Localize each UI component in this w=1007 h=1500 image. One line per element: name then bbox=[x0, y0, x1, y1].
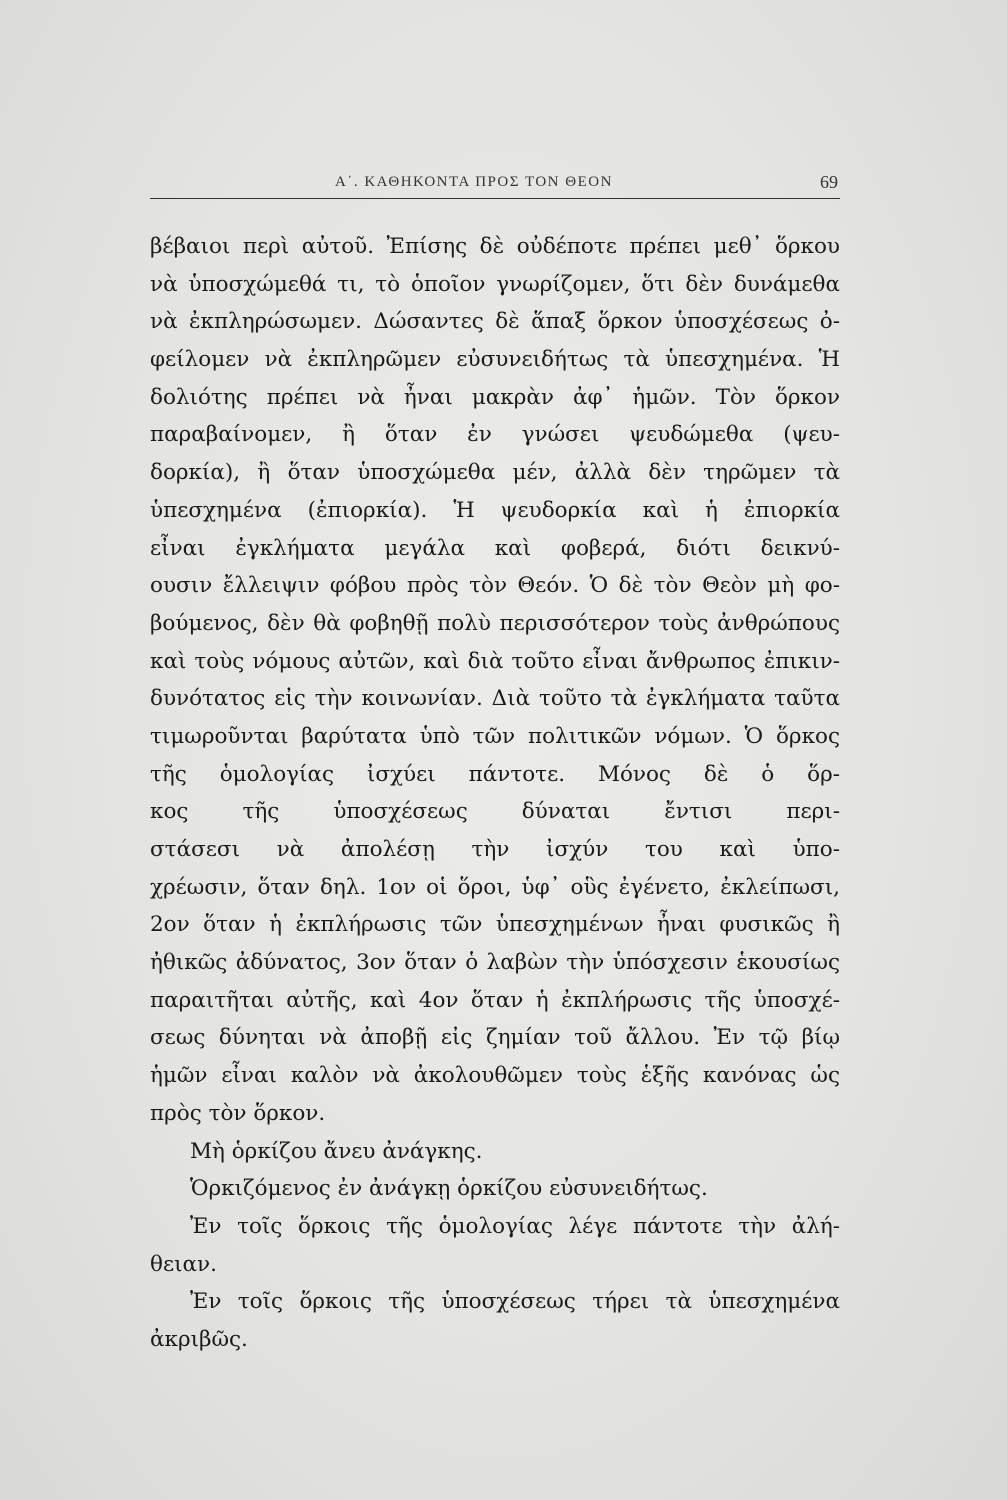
text-line: δορκία), ἢ ὅταν ὑποσχώμεθα μέν, ἀλλὰ δὲν τηρῶμεν τὰ bbox=[150, 460, 840, 486]
body-text bbox=[150, 228, 840, 1359]
text-line: δολιότης πρέπει νὰ ἦναι μακρὰν ἀφ᾽ ἡμῶν. Τὸν ὅρκον bbox=[150, 384, 840, 410]
text-line: βούμενος, δὲν θὰ φοβηθῇ πολὺ περισσότερον τοὺς ἀνθρώπους bbox=[150, 610, 840, 636]
text-line: φείλομεν νὰ ἐκπληρῶμεν εὐσυνειδήτως τὰ ὑπεσχημένα. Ἡ bbox=[150, 347, 840, 373]
text-line: παραιτῆται αὐτῆς, καὶ 4ον ὅταν ἡ ἐκπλήρωσις τῆς ὑποσχέ- bbox=[150, 987, 840, 1013]
text-line: νὰ ἐκπληρώσωμεν. Δώσαντες δὲ ἅπαξ ὅρκον ὑποσχέσεως ὀ- bbox=[150, 309, 840, 335]
text-line: καὶ τοὺς νόμους αὐτῶν, καὶ διὰ τοῦτο εἶναι ἄνθρωπος ἐπικιν- bbox=[150, 648, 840, 674]
text-line: 2ον ὅταν ἡ ἐκπλήρωσις τῶν ὑπεσχημένων ἦναι φυσικῶς ἢ bbox=[150, 912, 840, 938]
text-line: τιμωροῦνται βαρύτατα ὑπὸ τῶν πολιτικῶν νόμων. Ὁ ὅρκος bbox=[150, 723, 840, 749]
text-line: χρέωσιν, ὅταν δηλ. 1ον οἱ ὅροι, ὑφ᾽ οὓς ἐγένετο, ἐκλείπωσι, bbox=[150, 874, 840, 900]
text-line: βέβαιοι περὶ αὐτοῦ. Ἐπίσης δὲ οὐδέποτε πρέπει μεθ᾽ ὅρκου bbox=[150, 234, 840, 259]
page-number: 69 bbox=[820, 172, 838, 192]
text-line: κος τῆς ὑποσχέσεως δύναται ἔντισι περι- bbox=[150, 799, 840, 825]
text-line: θειαν. bbox=[150, 1251, 217, 1277]
text-line: νὰ ὑποσχώμεθά τι, τὸ ὁποῖον γνωρίζομεν, ὅτι δὲν δυνάμεθα bbox=[150, 271, 840, 297]
text-line: πρὸς τὸν ὅρκον. bbox=[150, 1100, 326, 1126]
rule-line: Ἐν τοῖς ὅρκοις τῆς ὑποσχέσεως τήρει τὰ ὑπεσχημένα bbox=[190, 1289, 840, 1315]
text-line: ουσιν ἔλλειψιν φόβου πρὸς τὸν Θεόν. Ὁ δὲ τὸν Θεὸν μὴ φο- bbox=[150, 573, 840, 599]
text-line: ἡμῶν εἶναι καλὸν νὰ ἀκολουθῶμεν τοὺς ἑξῆς κανόνας ὡς bbox=[150, 1063, 840, 1089]
text-line: ἀκριβῶς. bbox=[150, 1326, 248, 1352]
text-line: στάσεσι νὰ ἀπολέσῃ τὴν ἰσχύν του καὶ ὑπο- bbox=[150, 837, 840, 862]
rule-line: Ἐν τοῖς ὅρκοις τῆς ὁμολογίας λέγε πάντοτε τὴν ἀλή- bbox=[190, 1213, 840, 1239]
text-line: ὑπεσχημένα (ἐπιορκία). Ἡ ψευδορκία καὶ ἡ ἐπιορκία bbox=[150, 497, 840, 523]
running-title: Α΄. ΚΑΘΗΚΟΝΤΑ ΠΡΟΣ ΤΟΝ ΘΕΟΝ bbox=[335, 174, 613, 190]
rule-line: Ὁρκιζόμενος ἐν ἀνάγκῃ ὁρκίζου εὐσυνειδήτως. bbox=[190, 1176, 708, 1202]
text-line: ἠθικῶς ἀδύνατος, 3ον ὅταν ὁ λαβὼν τὴν ὑπόσχεσιν ἑκουσίως bbox=[150, 950, 840, 976]
text-line: εἶναι ἐγκλήματα μεγάλα καὶ φοβερά, διότι δεικνύ- bbox=[150, 535, 840, 561]
text-line: τῆς ὁμολογίας ἰσχύει πάντοτε. Μόνος δὲ ὁ ὅρ- bbox=[150, 761, 840, 787]
running-header bbox=[150, 172, 840, 199]
text-line: παραβαίνομεν, ἢ ὅταν ἐν γνώσει ψευδώμεθα (ψευ- bbox=[150, 422, 840, 448]
text-line: σεως δύνηται νὰ ἀποβῇ εἰς ζημίαν τοῦ ἄλλου. Ἐν τῷ βίῳ bbox=[150, 1025, 840, 1051]
text-line: δυνότατος εἰς τὴν κοινωνίαν. Διὰ τοῦτο τὰ ἐγκλήματα ταῦτα bbox=[150, 686, 840, 712]
rule-line: Μὴ ὁρκίζου ἄνευ ἀνάγκης. bbox=[190, 1138, 483, 1164]
